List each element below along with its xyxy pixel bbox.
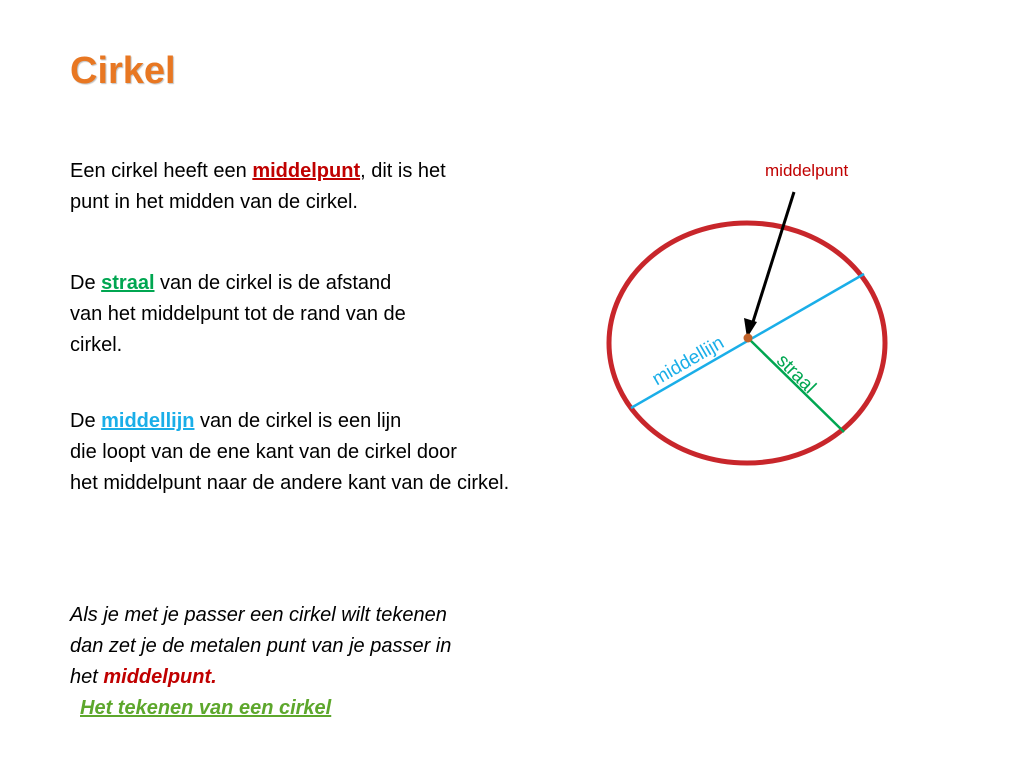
paragraph-text: De [70,272,102,294]
paragraph-passer [70,600,451,693]
circle-diagram [595,150,895,480]
label-middellijn: middellijn [648,332,728,391]
pointer-arrow-shaft [752,192,794,325]
paragraph-text: cirkel. [70,334,123,356]
link-het-tekenen-van-een-cirkel[interactable]: Het tekenen van een cirkel [80,697,332,719]
paragraph-text: die loopt van de ene kant van de cirkel door [70,441,457,463]
paragraph-text: punt in het midden van de cirkel. [70,191,358,213]
paragraph-straal [70,268,406,361]
label-middelpunt: middelpunt [765,161,849,180]
paragraph-middellijn [70,406,509,499]
paragraph-text: De [70,410,102,432]
paragraph-text: van het middelpunt tot de rand van de [70,303,406,325]
paragraph-text: het [70,666,104,688]
term-middelpunt: middelpunt [252,160,361,182]
center-point [744,334,753,343]
paragraph-text: van de cirkel is de afstand [154,272,392,294]
term-middelpunt-emphasis: middelpunt. [103,666,217,688]
paragraph-text: dan zet je de metalen punt van je passer in [70,635,452,657]
paragraph-text: , dit is het [360,160,446,182]
paragraph-middelpunt [70,156,446,218]
paragraph-text: het middelpunt naar de andere kant van de cirkel. [70,472,510,494]
paragraph-text: van de cirkel is een lijn [194,410,402,432]
page-title: Cirkel [70,50,176,92]
paragraph-text: Een cirkel heeft een [70,160,253,182]
paragraph-text: Als je met je passer een cirkel wilt tekenen [70,604,447,626]
term-straal: straal [101,272,155,294]
term-middellijn: middellijn [101,410,195,432]
circle-outline [609,223,885,463]
label-straal: straal [772,350,820,398]
